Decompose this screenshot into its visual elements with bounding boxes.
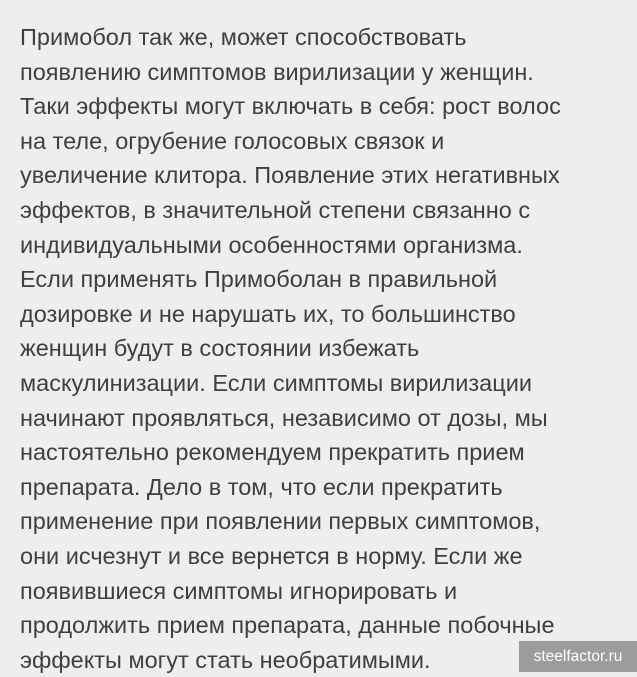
watermark-label: steelfactor.ru [519,641,637,672]
text-line: эффекты могут стать необратимыми. [20,646,431,673]
text-line: Если применять Примоболан в правильной [20,266,498,293]
text-line: на теле, огрубение голосовых связок и [20,127,445,154]
text-line: препарата. Дело в том, что если прекратить [20,473,503,500]
text-line: применение при появлении первых симптомов, [20,508,541,535]
text-line: начинают проявляться, независимо от дозы, мы [20,404,548,431]
text-line: эффектов, в значительной степени связанно с [20,196,531,223]
text-line: индивидуальными особенностями организма. [20,231,523,258]
text-line: дозировке и не нарушать их, то большинство [20,300,516,327]
article-text [20,20,630,677]
text-line: маскулинизации. Если симптомы вирилизации [20,369,532,396]
text-line: Примобол так же, может способствовать [20,24,467,50]
text-line: настоятельно рекомендуем прекратить прием [20,439,525,466]
text-line: увеличение клитора. Появление этих негативных [20,162,560,189]
text-line: они исчезнут и все вернется в норму. Если же [20,542,523,569]
text-line: продолжить прием препарата, данные побочные [20,612,555,639]
text-line: Таки эффекты могут включать в себя: рост волос [20,93,561,120]
text-line: женщин будут в состоянии избежать [20,335,420,362]
text-line: появлению симптомов вирилизации у женщин. [20,58,534,85]
text-line: появившиеся симптомы игнорировать и [20,577,458,604]
